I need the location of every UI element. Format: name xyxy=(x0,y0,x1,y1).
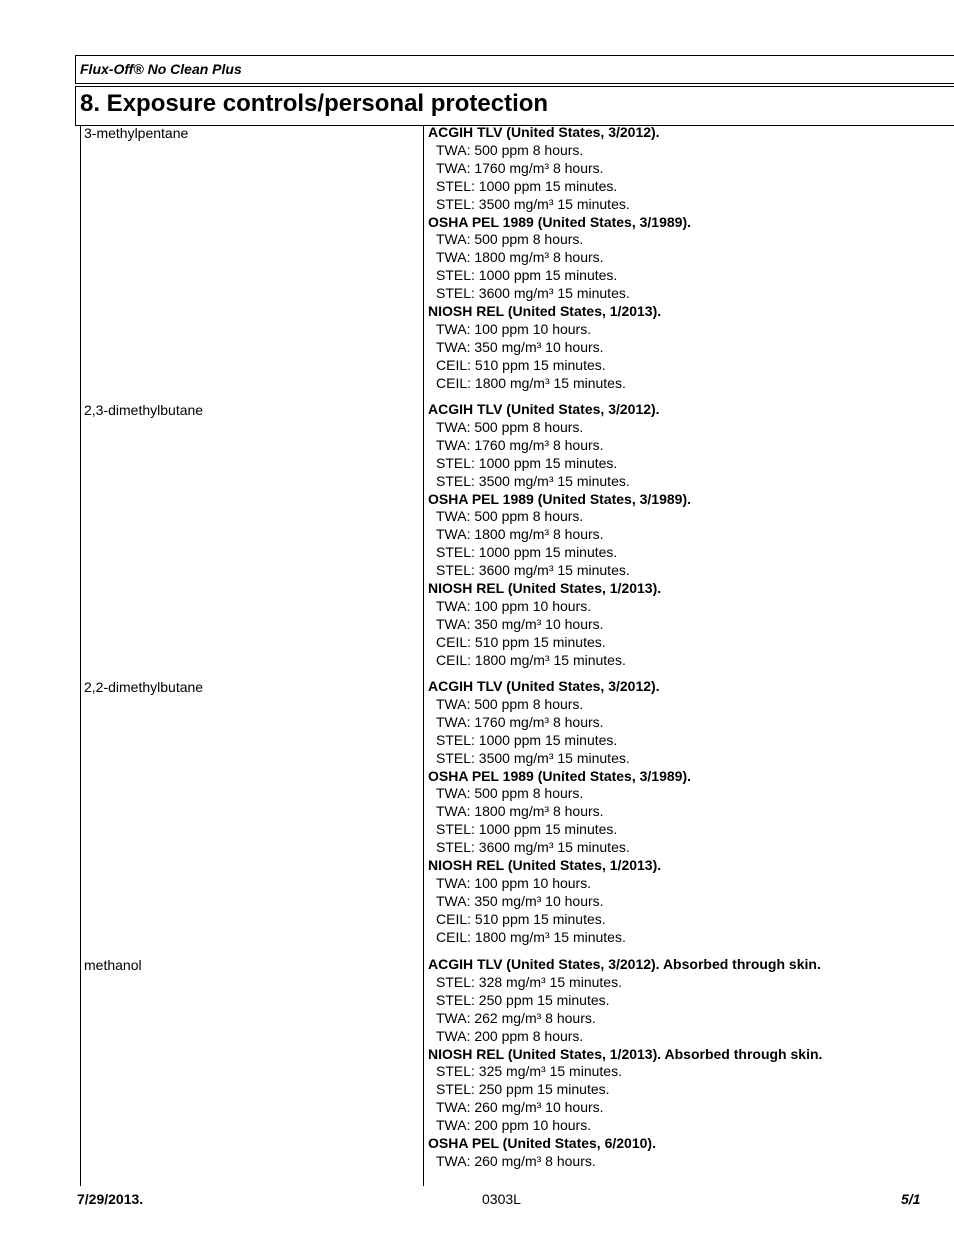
exposure-limit-list xyxy=(428,678,691,947)
limit-standard: NIOSH REL (United States, 1/2013). xyxy=(428,303,662,320)
limit-value: STEL: 1000 ppm 15 minutes. xyxy=(436,454,618,471)
limit-value: TWA: 200 ppm 8 hours. xyxy=(436,1027,584,1044)
limit-value: TWA: 500 ppm 8 hours. xyxy=(436,785,584,802)
limit-value: TWA: 500 ppm 8 hours. xyxy=(436,418,584,435)
limit-value: STEL: 3500 mg/m³ 15 minutes. xyxy=(436,472,630,489)
substance-name: 3-methylpentane xyxy=(84,125,189,141)
limit-value: TWA: 100 ppm 10 hours. xyxy=(436,597,592,614)
footer-code: 0303L xyxy=(482,1191,521,1207)
limit-value: TWA: 1760 mg/m³ 8 hours. xyxy=(436,159,604,176)
limit-standard: ACGIH TLV (United States, 3/2012). Absorbed through skin. xyxy=(428,956,821,972)
limit-value: CEIL: 510 ppm 15 minutes. xyxy=(436,910,606,927)
table-left-border xyxy=(80,126,81,1186)
limit-value: TWA: 260 mg/m³ 8 hours. xyxy=(436,1152,596,1169)
exposure-limit-list xyxy=(428,956,822,1171)
limit-value: TWA: 1760 mg/m³ 8 hours. xyxy=(436,713,604,730)
limit-standard: ACGIH TLV (United States, 3/2012). xyxy=(428,124,660,140)
limit-value: STEL: 3500 mg/m³ 15 minutes. xyxy=(436,195,630,212)
limit-value: STEL: 1000 ppm 15 minutes. xyxy=(436,267,618,284)
limit-value: TWA: 1760 mg/m³ 8 hours. xyxy=(436,436,604,453)
limit-value: TWA: 200 ppm 10 hours. xyxy=(436,1117,592,1134)
limit-value: STEL: 1000 ppm 15 minutes. xyxy=(436,821,618,838)
table-column-divider xyxy=(423,126,424,1186)
limit-value: STEL: 325 mg/m³ 15 minutes. xyxy=(436,1063,622,1080)
limit-standard: OSHA PEL 1989 (United States, 3/1989). xyxy=(428,490,691,507)
limit-value: TWA: 100 ppm 10 hours. xyxy=(436,874,592,891)
substance-name: methanol xyxy=(84,957,142,973)
limit-value: STEL: 1000 ppm 15 minutes. xyxy=(436,544,618,561)
limit-value: STEL: 328 mg/m³ 15 minutes. xyxy=(436,973,622,990)
limit-standard: ACGIH TLV (United States, 3/2012). xyxy=(428,401,660,417)
limit-value: CEIL: 1800 mg/m³ 15 minutes. xyxy=(436,651,626,668)
substance-name: 2,2-dimethylbutane xyxy=(84,679,204,695)
footer-page-number: 5/1 xyxy=(901,1191,921,1207)
limit-value: STEL: 1000 ppm 15 minutes. xyxy=(436,177,618,194)
limit-value: TWA: 500 ppm 8 hours. xyxy=(436,231,584,248)
limit-value: TWA: 260 mg/m³ 10 hours. xyxy=(436,1099,604,1116)
limit-standard: NIOSH REL (United States, 1/2013). xyxy=(428,580,662,597)
section-title: 8. Exposure controls/personal protection xyxy=(80,90,549,117)
limit-value: TWA: 350 mg/m³ 10 hours. xyxy=(436,338,604,355)
limit-value: STEL: 250 ppm 15 minutes. xyxy=(436,991,610,1008)
limit-standard: OSHA PEL 1989 (United States, 3/1989). xyxy=(428,767,691,784)
limit-value: TWA: 500 ppm 8 hours. xyxy=(436,695,584,712)
limit-standard: NIOSH REL (United States, 1/2013). xyxy=(428,857,662,874)
substance-name: 2,3-dimethylbutane xyxy=(84,402,204,418)
limit-standard: OSHA PEL (United States, 6/2010). xyxy=(428,1135,656,1152)
limit-value: STEL: 3500 mg/m³ 15 minutes. xyxy=(436,749,630,766)
exposure-limit-list xyxy=(428,401,691,670)
limit-value: TWA: 1800 mg/m³ 8 hours. xyxy=(436,803,604,820)
limit-value: CEIL: 1800 mg/m³ 15 minutes. xyxy=(436,374,626,391)
limit-value: CEIL: 510 ppm 15 minutes. xyxy=(436,633,606,650)
limit-value: STEL: 3600 mg/m³ 15 minutes. xyxy=(436,562,630,579)
limit-standard: ACGIH TLV (United States, 3/2012). xyxy=(428,678,660,694)
footer-date: 7/29/2013. xyxy=(77,1191,144,1207)
limit-standard: OSHA PEL 1989 (United States, 3/1989). xyxy=(428,213,691,230)
limit-value: TWA: 1800 mg/m³ 8 hours. xyxy=(436,249,604,266)
limit-value: STEL: 250 ppm 15 minutes. xyxy=(436,1081,610,1098)
limit-value: STEL: 3600 mg/m³ 15 minutes. xyxy=(436,839,630,856)
limit-value: TWA: 350 mg/m³ 10 hours. xyxy=(436,892,604,909)
limit-value: TWA: 100 ppm 10 hours. xyxy=(436,320,592,337)
limit-value: TWA: 500 ppm 8 hours. xyxy=(436,141,584,158)
limit-value: CEIL: 1800 mg/m³ 15 minutes. xyxy=(436,928,626,945)
limit-value: CEIL: 510 ppm 15 minutes. xyxy=(436,356,606,373)
limit-value: TWA: 500 ppm 8 hours. xyxy=(436,508,584,525)
exposure-limit-list xyxy=(428,124,691,393)
limit-value: TWA: 350 mg/m³ 10 hours. xyxy=(436,615,604,632)
limit-value: TWA: 262 mg/m³ 8 hours. xyxy=(436,1009,596,1026)
document-header xyxy=(75,55,954,84)
section-header xyxy=(75,86,954,126)
limit-value: STEL: 1000 ppm 15 minutes. xyxy=(436,731,618,748)
limit-value: STEL: 3600 mg/m³ 15 minutes. xyxy=(436,285,630,302)
limit-value: TWA: 1800 mg/m³ 8 hours. xyxy=(436,526,604,543)
limit-standard: NIOSH REL (United States, 1/2013). Absorbed through skin. xyxy=(428,1045,823,1062)
product-name: Flux-Off® No Clean Plus xyxy=(80,61,242,77)
